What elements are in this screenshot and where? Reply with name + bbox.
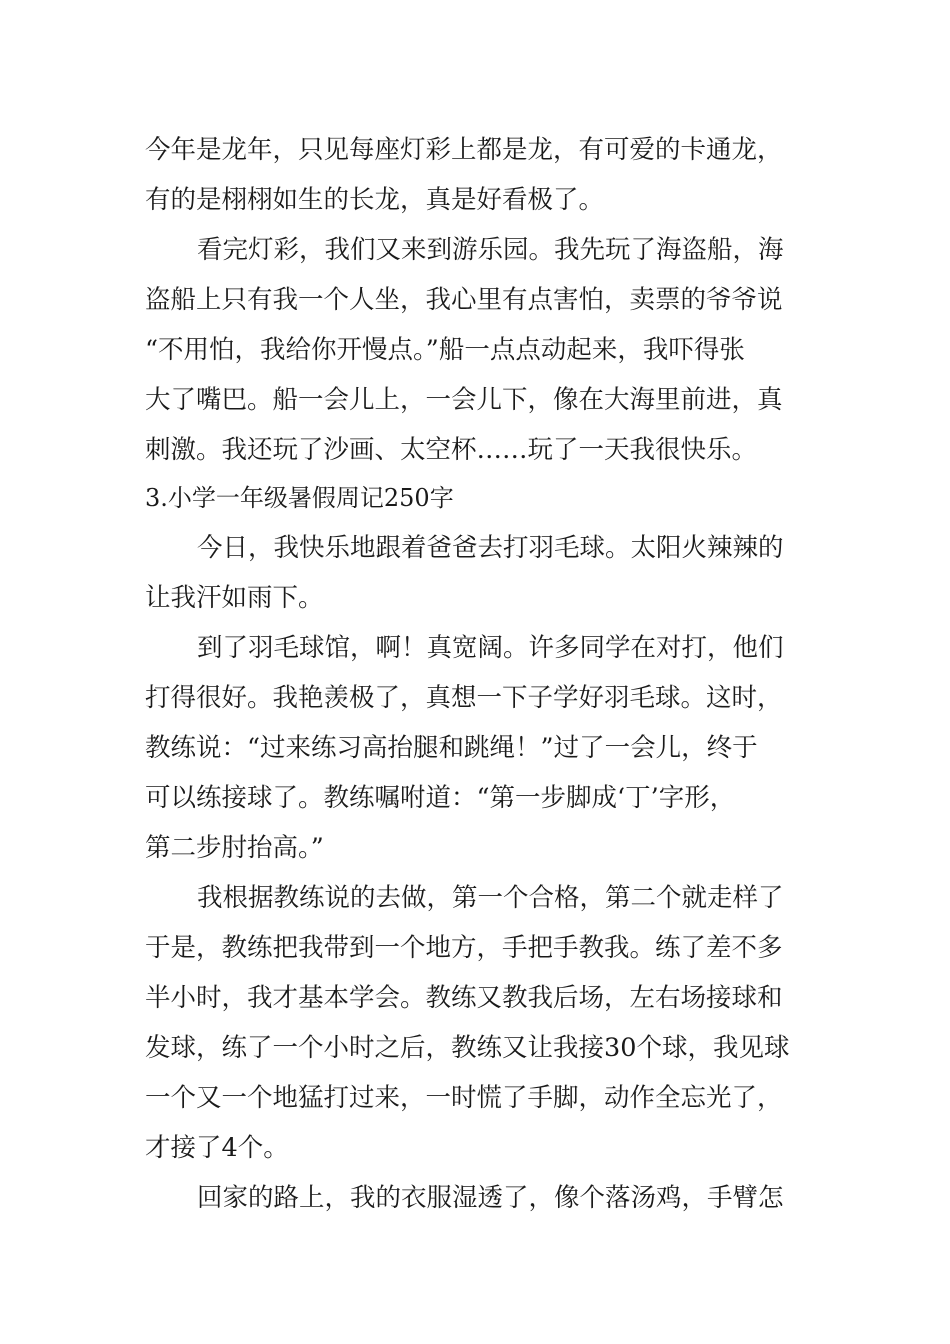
paragraph-line: 到了羽毛球馆，啊！真宽阔。许多同学在对打，他们 <box>197 633 784 663</box>
paragraph-line: 我根据教练说的去做，第一个合格，第二个就走样了 <box>197 883 784 913</box>
paragraph-line: 发球，练了一个小时之后，教练又让我接30个球，我见球 <box>145 1033 790 1063</box>
paragraph-line: 盗船上只有我一个人坐，我心里有点害怕，卖票的爷爷说 <box>145 285 783 315</box>
paragraph-line: 于是，教练把我带到一个地方，手把手教我。练了差不多 <box>145 933 783 963</box>
paragraph-line: 大了嘴巴。船一会儿上，一会儿下，像在大海里前进，真 <box>145 385 783 415</box>
paragraph-line: 才接了4个。 <box>145 1133 289 1163</box>
paragraph-line: 第二步肘抬高。” <box>145 833 324 863</box>
paragraph-line: 半小时，我才基本学会。教练又教我后场，左右场接球和 <box>145 983 783 1013</box>
section-heading: 3.小学一年级暑假周记250字 <box>145 484 454 512</box>
paragraph-line: 让我汗如雨下。 <box>145 583 324 613</box>
paragraph-line: 一个又一个地猛打过来，一时慌了手脚，动作全忘光了， <box>145 1083 783 1113</box>
paragraph-line: 可以练接球了。教练嘱咐道：“第一步脚成‘丁’字形， <box>145 783 736 813</box>
paragraph-line: 打得很好。我艳羡极了，真想一下子学好羽毛球。这时， <box>145 683 783 713</box>
paragraph-line: 有的是栩栩如生的长龙，真是好看极了。 <box>145 185 605 215</box>
paragraph-line: 今日，我快乐地跟着爸爸去打羽毛球。太阳火辣辣的 <box>197 533 784 563</box>
paragraph-line: “不用怕，我给你开慢点。”船一点点动起来，我吓得张 <box>145 335 745 365</box>
paragraph-line: 今年是龙年，只见每座灯彩上都是龙，有可爱的卡通龙， <box>145 135 783 165</box>
paragraph-line: 刺激。我还玩了沙画、太空杯……玩了一天我很快乐。 <box>145 435 758 465</box>
paragraph-line: 回家的路上，我的衣服湿透了，像个落汤鸡，手臂怎 <box>197 1183 784 1213</box>
paragraph-line: 看完灯彩，我们又来到游乐园。我先玩了海盗船，海 <box>197 235 784 265</box>
paragraph-line: 教练说：“过来练习高抬腿和跳绳！”过了一会儿，终于 <box>145 733 758 763</box>
